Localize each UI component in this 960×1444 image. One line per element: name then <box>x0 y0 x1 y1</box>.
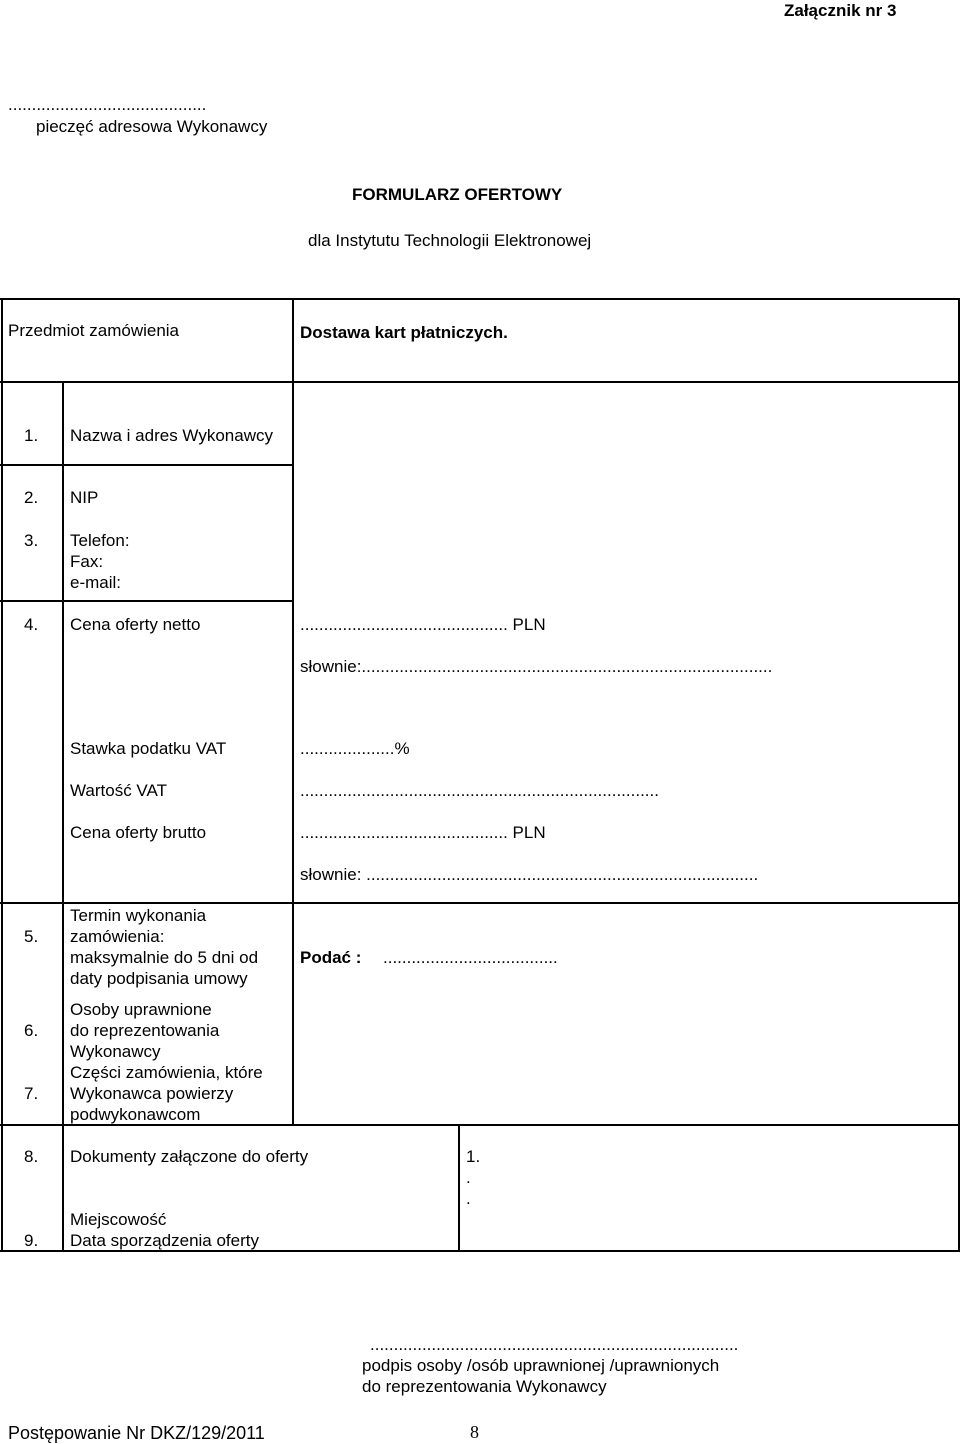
row-2-label: NIP <box>70 488 99 507</box>
row-3-phone-label: Telefon: <box>70 531 130 550</box>
table-rule <box>0 600 294 602</box>
row-4-number: 4. <box>24 615 39 634</box>
form-title: FORMULARZ OFERTOWY <box>352 185 563 204</box>
attachment-item-3: . <box>466 1189 471 1208</box>
row-5-number: 5. <box>24 927 39 946</box>
net-price-words: słownie:....................................................................................... <box>300 657 773 676</box>
vat-value-label: Wartość VAT <box>70 781 167 800</box>
row-7-number: 7. <box>24 1084 39 1103</box>
signature-line-2: do reprezentowania Wykonawcy <box>362 1377 607 1396</box>
procedure-number: Postępowanie Nr DKZ/129/2011 <box>8 1423 265 1443</box>
signature-dots: .............................................................................. <box>370 1335 739 1354</box>
vat-rate-label: Stawka podatku VAT <box>70 739 227 758</box>
signature-line-1: podpis osoby /osób uprawnionej /uprawnionych <box>362 1356 720 1375</box>
table-rule <box>0 902 960 904</box>
row-6-label-line-2: do reprezentowania <box>70 1021 220 1040</box>
row-6-label-line-1: Osoby uprawnione <box>70 1000 212 1019</box>
row-8-label: Dokumenty załączone do oferty <box>70 1147 309 1166</box>
row-6-label-line-3: Wykonawcy <box>70 1042 161 1061</box>
net-price-value: ............................................ PLN <box>300 615 546 634</box>
row-3-fax-label: Fax: <box>70 552 104 571</box>
attachment-label: Załącznik nr 3 <box>784 1 897 20</box>
table-number-divider <box>62 381 64 1252</box>
table-border-left <box>1 298 3 1252</box>
row-5-label-line-2: zamówienia: <box>70 927 165 946</box>
row-3-number: 3. <box>24 531 39 550</box>
row-3-email-label: e-mail: <box>70 573 122 592</box>
gross-price-label: Cena oferty brutto <box>70 823 207 842</box>
table-border-top <box>0 298 960 300</box>
subject-label: Przedmiot zamówienia <box>8 321 180 340</box>
stamp-dots: .......................................... <box>8 95 207 114</box>
row-5-value-dots: ..................................... <box>383 948 558 967</box>
subject-value: Dostawa kart płatniczych. <box>300 323 508 342</box>
attachment-item-1: 1. <box>466 1147 481 1166</box>
vat-value-value: ............................................................................ <box>300 781 659 800</box>
vat-rate-value: ....................% <box>300 739 410 758</box>
row-6-number: 6. <box>24 1021 39 1040</box>
table-column-divider <box>458 1124 460 1252</box>
table-column-divider <box>292 298 294 1126</box>
table-rule <box>0 464 294 466</box>
row-9-number: 9. <box>24 1231 39 1250</box>
row-7-label-line-1: Części zamówienia, które <box>70 1063 263 1082</box>
row-5-label-line-1: Termin wykonania <box>70 906 207 925</box>
row-7-label-line-3: podwykonawcom <box>70 1105 201 1124</box>
gross-price-value: ............................................ PLN <box>300 823 546 842</box>
row-4-label: Cena oferty netto <box>70 615 201 634</box>
form-subtitle: dla Instytutu Technologii Elektronowej <box>308 231 592 250</box>
row-1-number: 1. <box>24 426 39 445</box>
row-9-label-line-1: Miejscowość <box>70 1210 167 1229</box>
row-9-label-line-2: Data sporządzenia oferty <box>70 1231 259 1250</box>
stamp-label: pieczęć adresowa Wykonawcy <box>36 117 268 136</box>
row-8-number: 8. <box>24 1147 39 1166</box>
row-5-label-line-3: maksymalnie do 5 dni od <box>70 948 259 967</box>
row-7-label-line-2: Wykonawca powierzy <box>70 1084 234 1103</box>
row-1-label: Nazwa i adres Wykonawcy <box>70 426 273 445</box>
page-number: 8 <box>470 1422 479 1442</box>
row-2-number: 2. <box>24 488 39 507</box>
table-rule <box>0 381 960 383</box>
gross-price-words: słownie: ................................................................................... <box>300 865 759 884</box>
row-5-label-line-4: daty podpisania umowy <box>70 969 248 988</box>
attachment-item-2: . <box>466 1168 471 1187</box>
row-5-value-label: Podać : <box>300 948 362 967</box>
